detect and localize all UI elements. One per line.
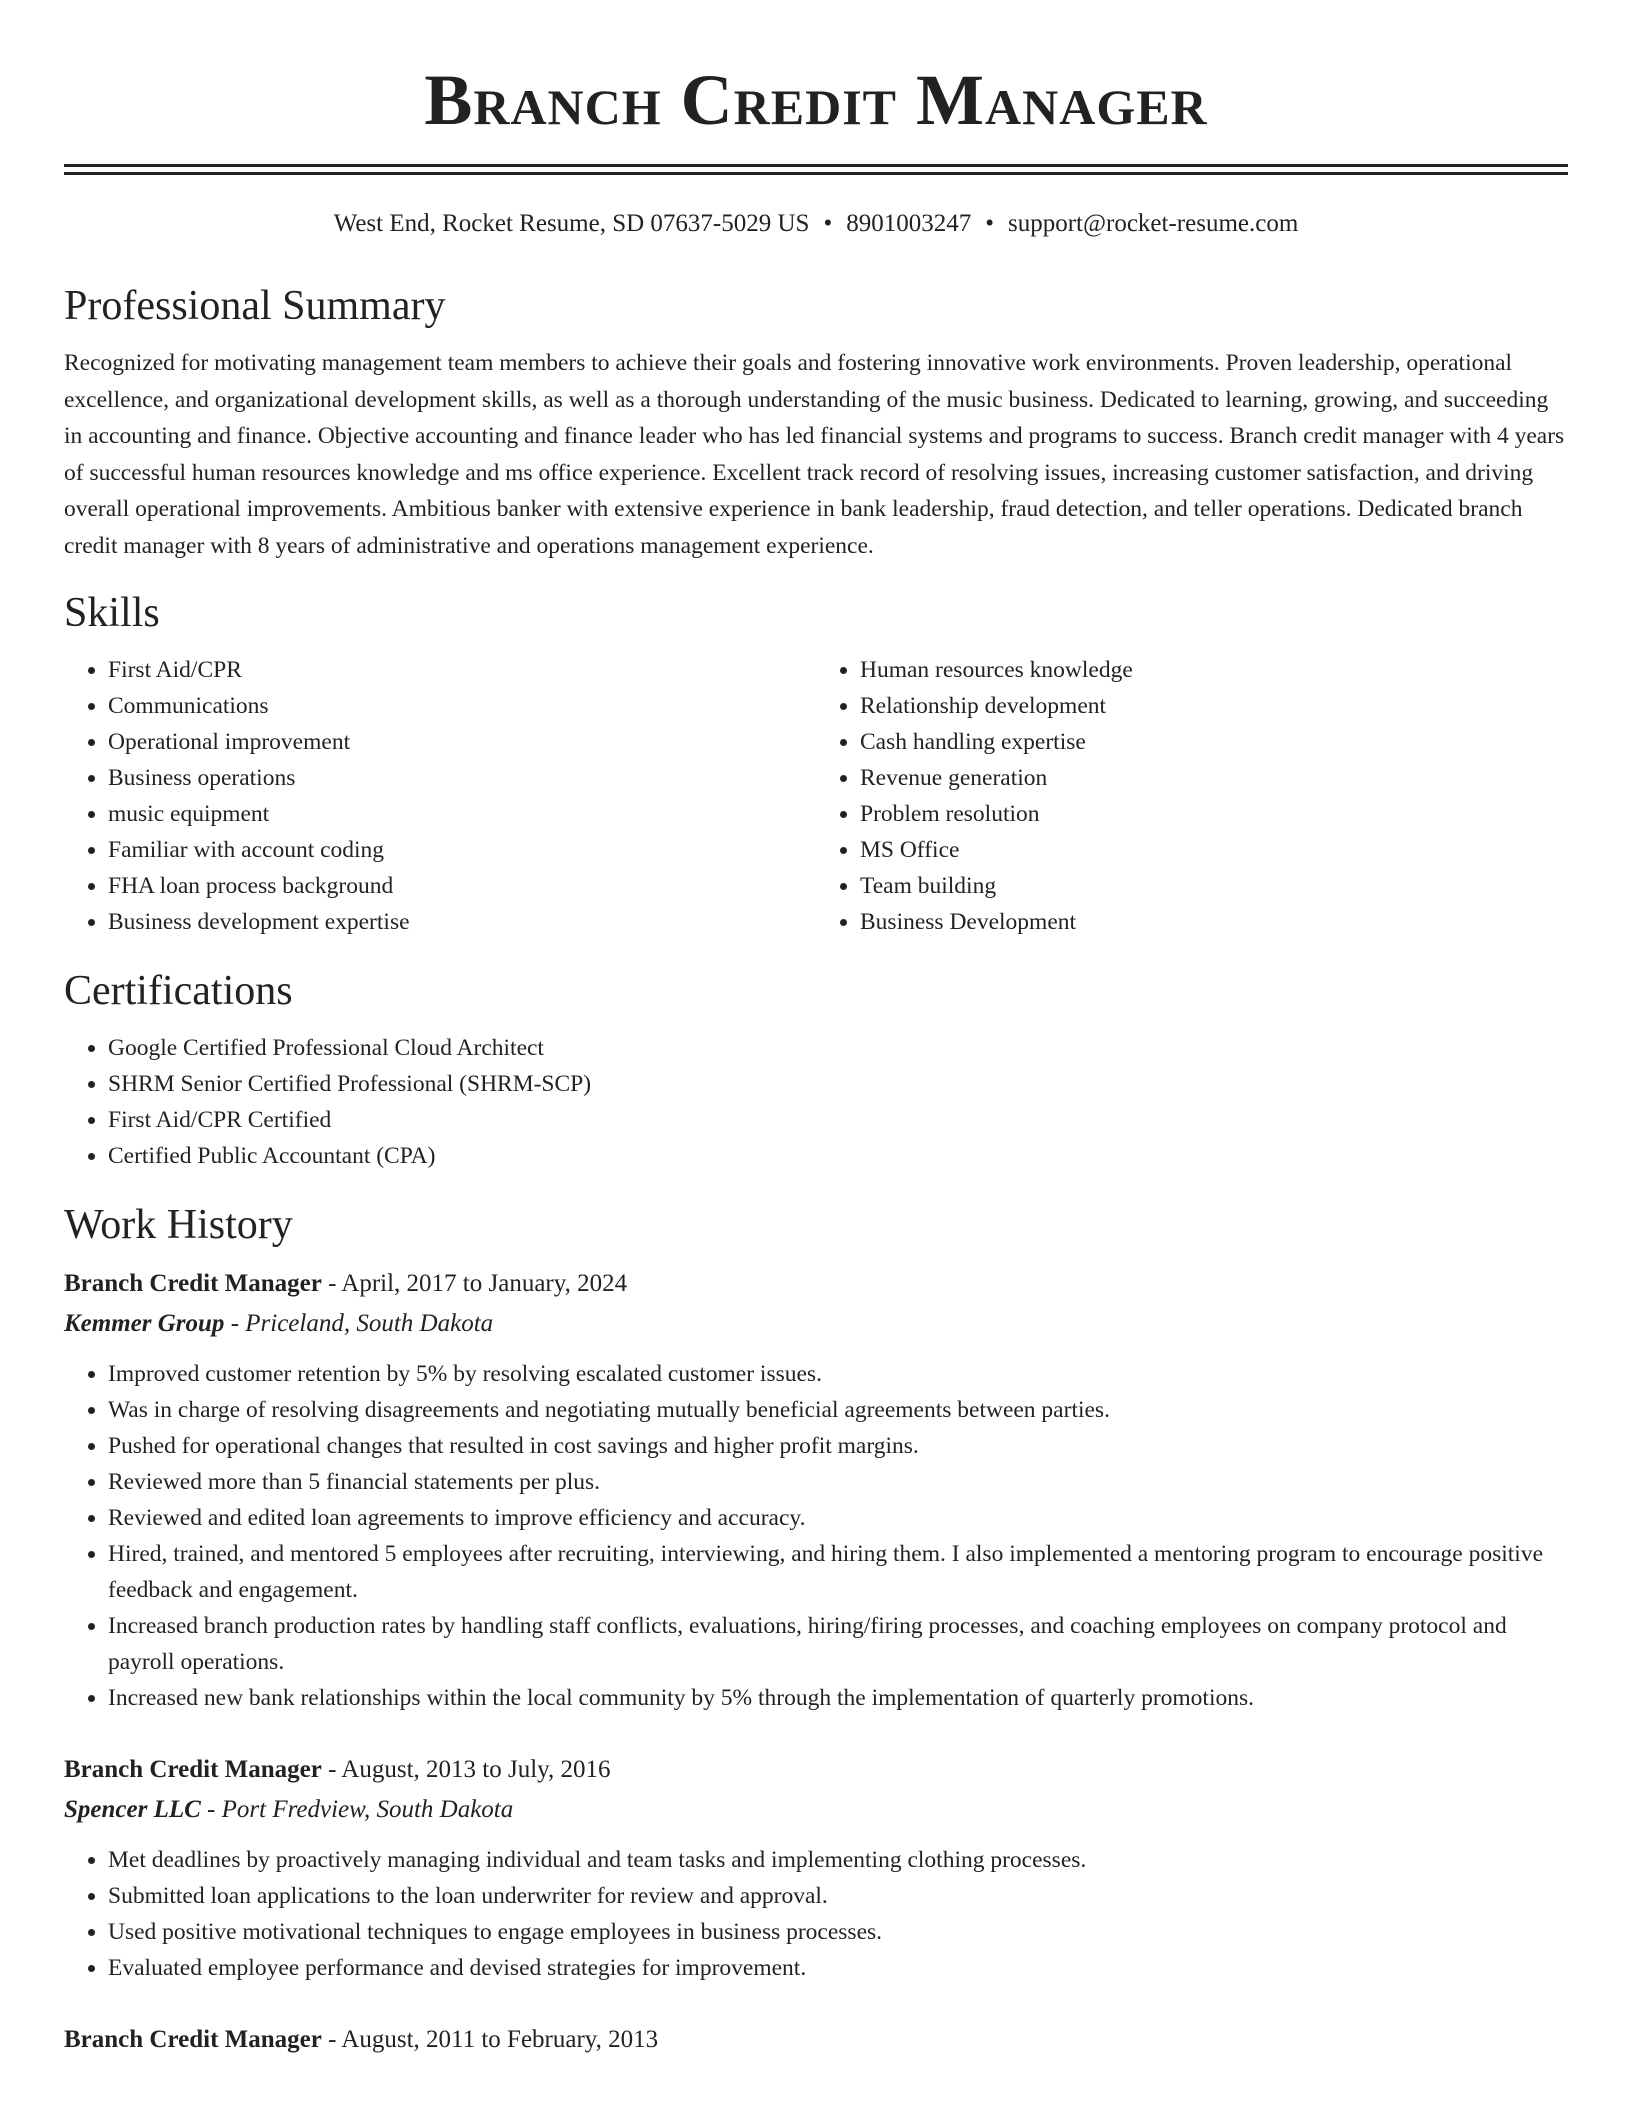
skill-item: • music equipment <box>108 796 816 832</box>
job-bullets <box>64 1842 1568 1986</box>
job-bullet: • Improved customer retention by 5% by resolving escalated customer issues. <box>108 1356 1568 1392</box>
job-entry <box>64 1264 1568 1716</box>
job-bullet: • Reviewed and edited loan agreements to improve efficiency and accuracy. <box>108 1500 1568 1536</box>
certification-item: • First Aid/CPR Certified <box>108 1102 1568 1138</box>
work-history-heading: Work History <box>64 1202 293 1248</box>
certification-item: • SHRM Senior Certified Professional (SHRM-SCP) <box>108 1066 1568 1102</box>
skill-item: • Team building <box>860 868 1568 904</box>
job-title: Branch Credit Manager <box>64 2026 322 2053</box>
job-dates: - August, 2013 to July, 2016 <box>321 1756 611 1783</box>
skills-columns <box>64 652 1568 940</box>
job-bullet: • Evaluated employee performance and devised strategies for improvement. <box>108 1950 1568 1986</box>
skill-item: • Communications <box>108 688 816 724</box>
skills-section <box>64 588 1568 940</box>
job-bullet: • Reviewed more than 5 financial statements per plus. <box>108 1464 1568 1500</box>
job-bullet: • Increased branch production rates by handling staff conflicts, evaluations, hiring/firing processes, and coaching employees on company protocol and payroll operations. <box>108 1608 1568 1680</box>
certifications-section <box>64 966 1568 1174</box>
job-title: Branch Credit Manager <box>64 1270 322 1297</box>
job-company-line <box>64 1790 1568 1830</box>
contact-address: West End, Rocket Resume, SD 07637-5029 US <box>333 210 810 237</box>
skill-item: • MS Office <box>860 832 1568 868</box>
job-title: Branch Credit Manager <box>64 1756 322 1783</box>
job-bullet: • Hired, trained, and mentored 5 employees after recruiting, interviewing, and hiring them. I also implemented a mentoring program to encourage positive feedback and engagement. <box>108 1536 1568 1608</box>
job-company: Spencer LLC <box>64 1796 201 1823</box>
summary-text: Recognized for motivating management team members to achieve their goals and fostering innovative work environments. Proven leadership, operational excellence, and organizational development skills, as well as a thorough understanding of the music business. Dedicated to learning, growing, and succeeding in accounting and finance. Objective accounting and finance leader who has led financial systems and programs to success. Branch credit manager with 4 years of successful human resources knowledge and ms office experience. Excellent track record of resolving issues, increasing customer satisfaction, and driving overall operational improvements. Ambitious banker with extensive experience in bank leadership, fraud detection, and teller operations. Dedicated branch credit manager with 8 years of administrative and operations management experience. <box>64 350 1565 559</box>
skill-item: • Business operations <box>108 760 816 796</box>
skill-item: • Problem resolution <box>860 796 1568 832</box>
job-location: - Priceland, South Dakota <box>224 1310 494 1337</box>
contact-email: support@rocket-resume.com <box>1007 210 1299 237</box>
job-entry <box>64 2020 1568 2060</box>
skill-item: • Business development expertise <box>108 904 816 940</box>
certification-item: • Google Certified Professional Cloud Architect <box>108 1030 1568 1066</box>
job-dates: - August, 2011 to February, 2013 <box>321 2026 659 2053</box>
job-bullet: • Used positive motivational techniques to engage employees in business processes. <box>108 1914 1568 1950</box>
job-location: - Port Fredview, South Dakota <box>200 1796 514 1823</box>
skill-item: • Human resources knowledge <box>860 652 1568 688</box>
job-bullet: • Increased new bank relationships within the local community by 5% through the implementation of quarterly promotions. <box>108 1680 1568 1716</box>
summary-section <box>64 281 1568 564</box>
title-divider <box>64 164 1568 175</box>
job-title-line <box>64 2020 1568 2060</box>
job-title-line <box>64 1264 1568 1304</box>
job-bullet: • Pushed for operational changes that resulted in cost savings and higher profit margins. <box>108 1428 1568 1464</box>
job-company-line <box>64 1304 1568 1344</box>
certifications-heading: Certifications <box>64 968 293 1014</box>
job-bullet: • Met deadlines by proactively managing individual and team tasks and implementing clothing processes. <box>108 1842 1568 1878</box>
job-entry <box>64 1750 1568 1986</box>
skills-list-right <box>816 652 1568 940</box>
skills-heading: Skills <box>64 590 160 636</box>
skill-item: • Cash handling expertise <box>860 724 1568 760</box>
work-history-section <box>64 1200 1568 2060</box>
contact-separator: • <box>985 210 994 237</box>
skill-item: • Familiar with account coding <box>108 832 816 868</box>
contact-phone: 8901003247 <box>846 210 972 237</box>
contact-separator: • <box>823 210 833 237</box>
job-dates: - April, 2017 to January, 2024 <box>321 1270 628 1297</box>
certifications-list <box>64 1030 1568 1174</box>
certification-item: • Certified Public Accountant (CPA) <box>108 1138 1568 1174</box>
contact-line <box>64 209 1568 239</box>
job-company: Kemmer Group <box>64 1310 225 1337</box>
skill-item: • Business Development <box>860 904 1568 940</box>
job-bullet: • Submitted loan applications to the loan underwriter for review and approval. <box>108 1878 1568 1914</box>
page-title: Branch Credit Manager <box>424 60 1208 140</box>
skill-item: • Relationship development <box>860 688 1568 724</box>
skill-item: • FHA loan process background <box>108 868 816 904</box>
job-bullet: • Was in charge of resolving disagreements and negotiating mutually beneficial agreements between parties. <box>108 1392 1568 1428</box>
summary-heading: Professional Summary <box>64 283 446 329</box>
skills-list-left <box>64 652 816 940</box>
job-bullets <box>64 1356 1568 1716</box>
skill-item: • Operational improvement <box>108 724 816 760</box>
skill-item: • First Aid/CPR <box>108 652 816 688</box>
job-title-line <box>64 1750 1568 1790</box>
skill-item: • Revenue generation <box>860 760 1568 796</box>
